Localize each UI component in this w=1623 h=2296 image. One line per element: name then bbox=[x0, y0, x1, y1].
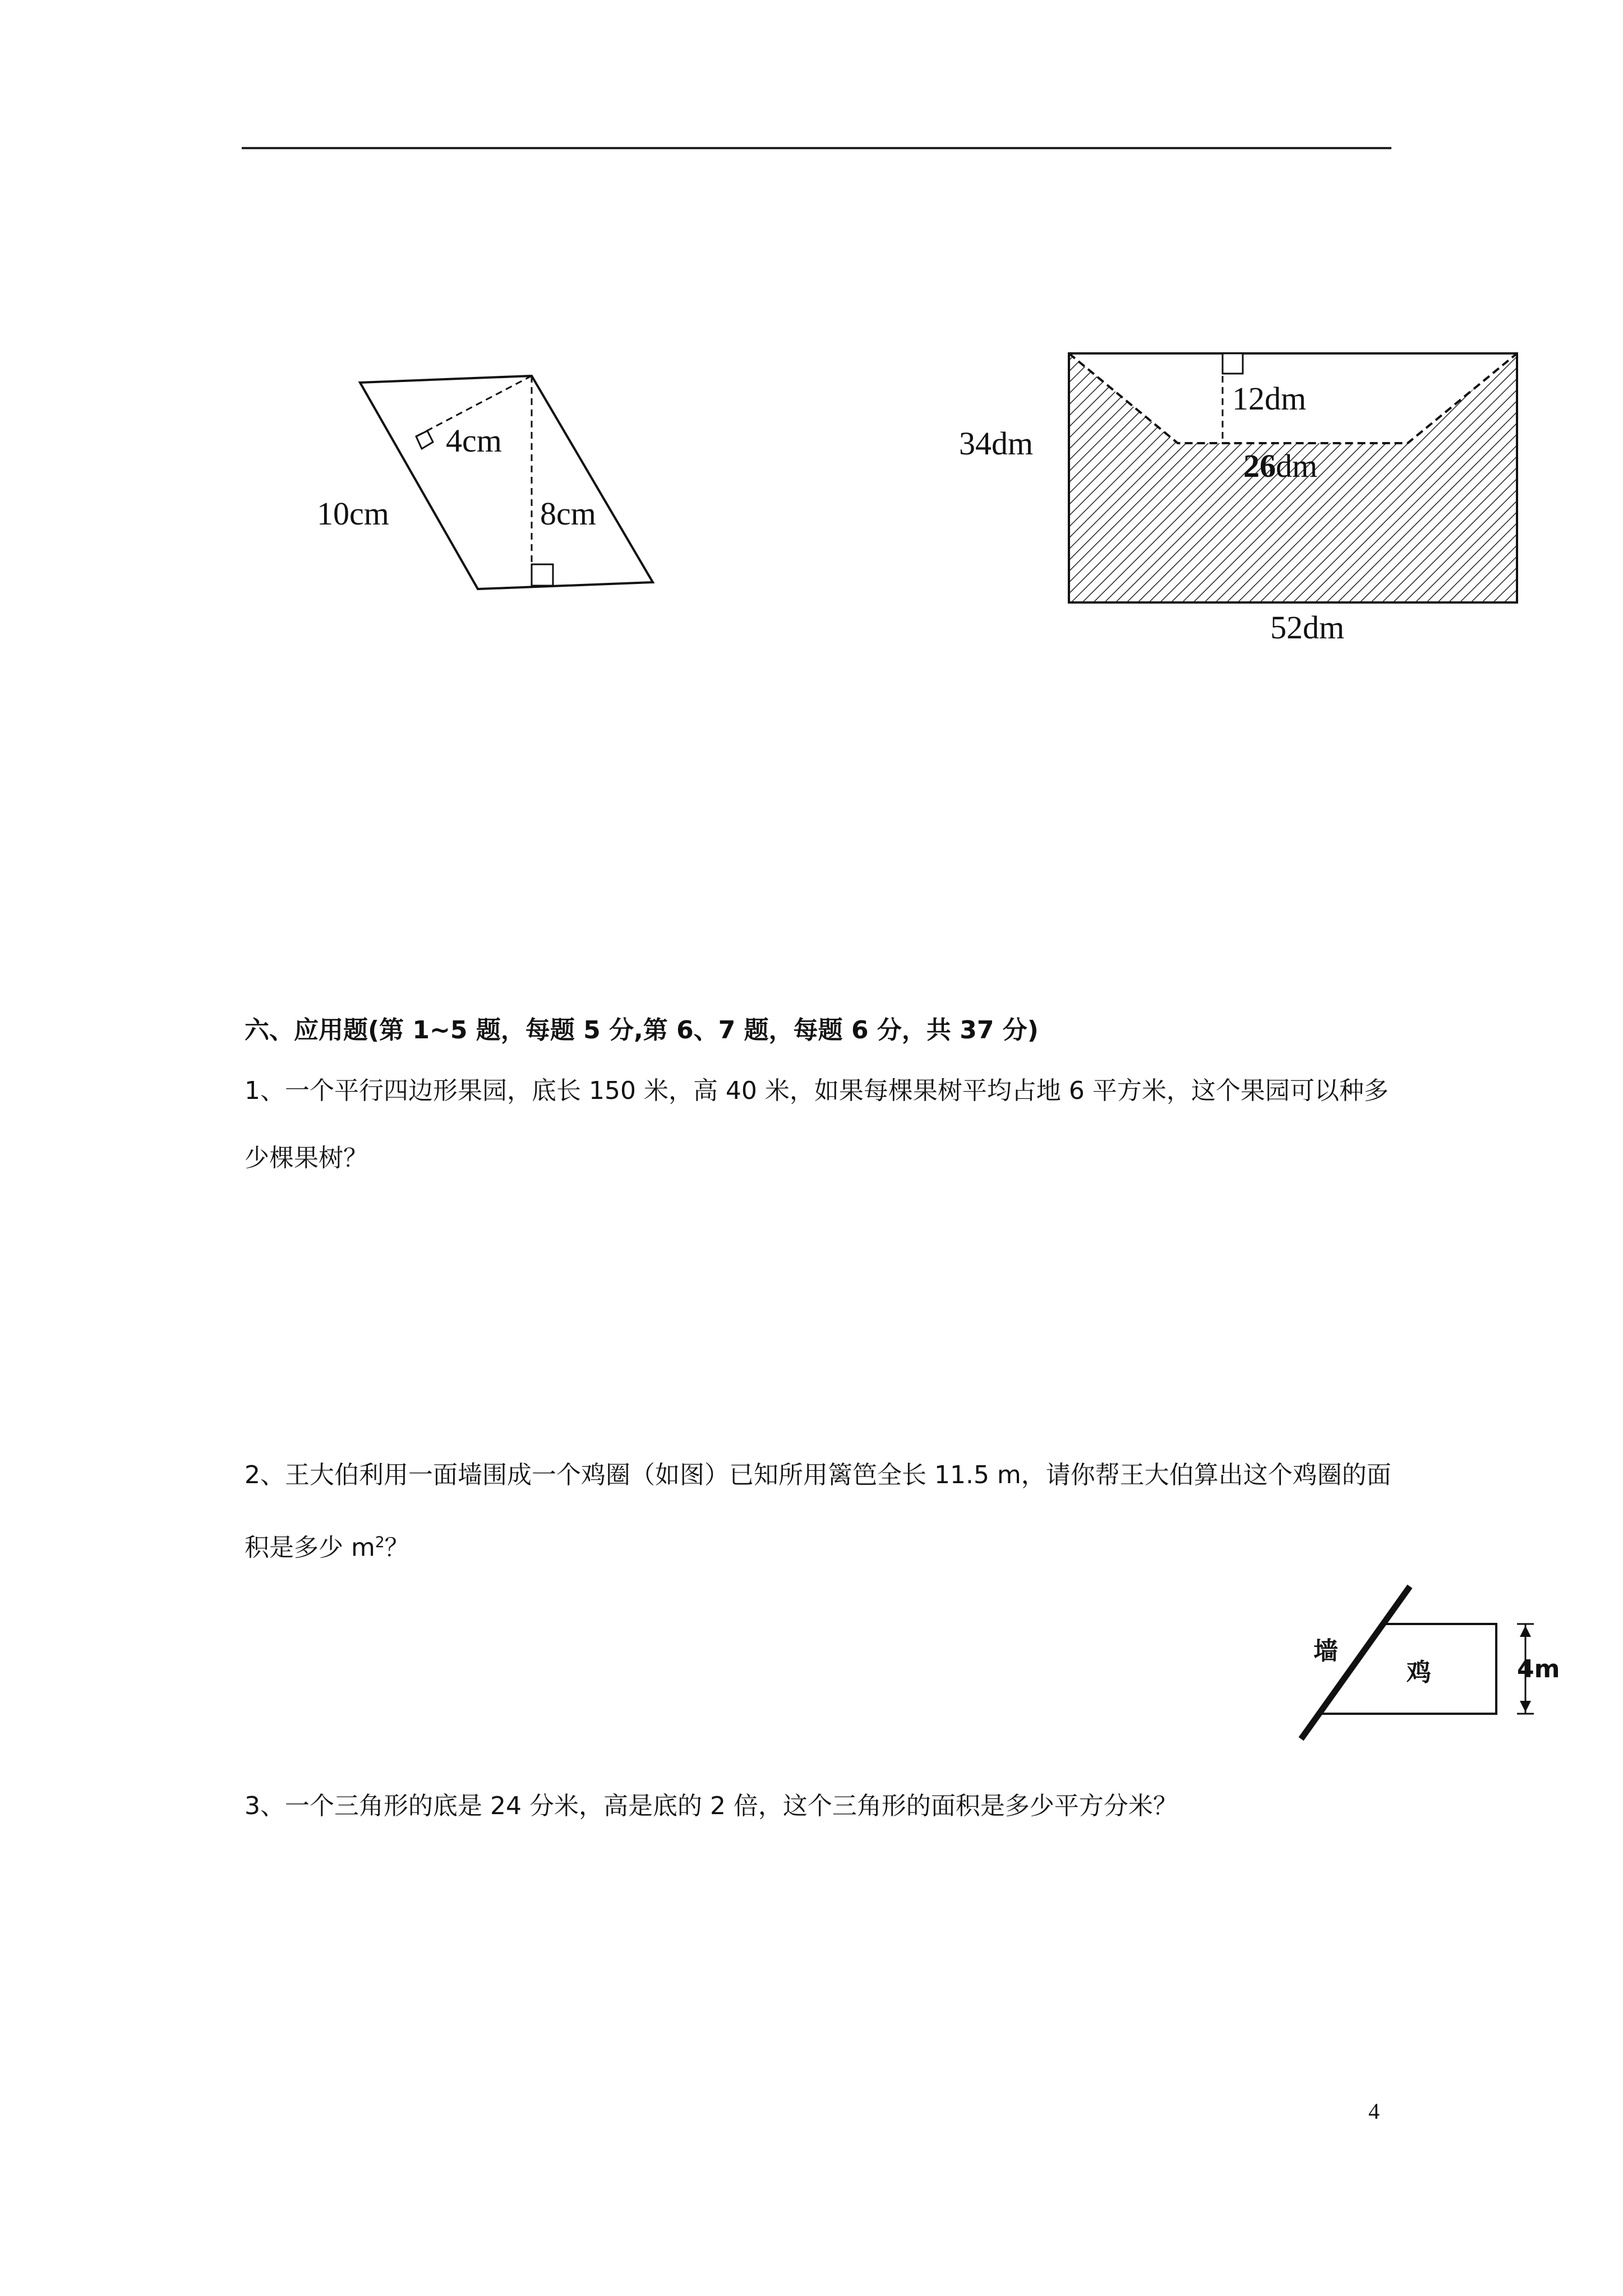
label-10cm: 10cm bbox=[317, 495, 389, 532]
chicken-coop-svg bbox=[1290, 1576, 1559, 1761]
right-angle-mark-base bbox=[532, 564, 553, 586]
label-8cm: 8cm bbox=[540, 495, 596, 532]
arrow-up-icon bbox=[1520, 1626, 1531, 1637]
label-12dm: 12dm bbox=[1232, 380, 1307, 417]
chicken-coop-figure bbox=[1290, 1576, 1559, 1761]
parallelogram-shape bbox=[360, 376, 653, 589]
label-26dm: 26dm bbox=[1243, 448, 1318, 484]
question-2-text: 2、王大伯利用一面墙围成一个鸡圈（如图）已知所用篱笆全长 11.5 m，请你帮王大伯算出这个鸡圈的面积是多少 m bbox=[245, 1461, 1391, 1562]
label-4cm: 4cm bbox=[446, 422, 502, 459]
shaded-rectangle-svg bbox=[953, 331, 1537, 656]
right-angle-mark-side bbox=[416, 431, 433, 449]
label-4m: 4m bbox=[1517, 1655, 1560, 1683]
question-2-superscript: 2 bbox=[375, 1534, 385, 1551]
label-34dm: 34dm bbox=[959, 425, 1034, 462]
parallelogram-svg bbox=[303, 359, 673, 606]
question-2 bbox=[245, 1442, 1400, 1582]
label-chicken: 鸡 bbox=[1407, 1658, 1431, 1687]
label-52dm: 52dm bbox=[1270, 609, 1345, 646]
question-3: 3、一个三角形的底是 24 分米，高是底的 2 倍，这个三角形的面积是多少平方分米？ bbox=[245, 1792, 1178, 1820]
right-angle-mark-top bbox=[1223, 353, 1243, 374]
label-wall: 墙 bbox=[1313, 1637, 1338, 1665]
section-title: 六、应用题(第 1~5 题，每题 5 分,第 6、7 题，每题 6 分，共 37 分) bbox=[245, 1016, 1039, 1045]
question-1: 1、一个平行四边形果园，底长 150 米，高 40 米，如果每棵果树平均占地 6 平方米，这个果园可以种多少棵果树？ bbox=[245, 1076, 1389, 1172]
page-number: 4 bbox=[1368, 2099, 1380, 2124]
parallelogram-figure bbox=[303, 359, 673, 606]
header-rule bbox=[242, 147, 1391, 149]
question-2-end: ？ bbox=[384, 1533, 409, 1562]
shaded-rectangle-figure bbox=[953, 331, 1537, 656]
arrow-down-icon bbox=[1520, 1701, 1531, 1712]
